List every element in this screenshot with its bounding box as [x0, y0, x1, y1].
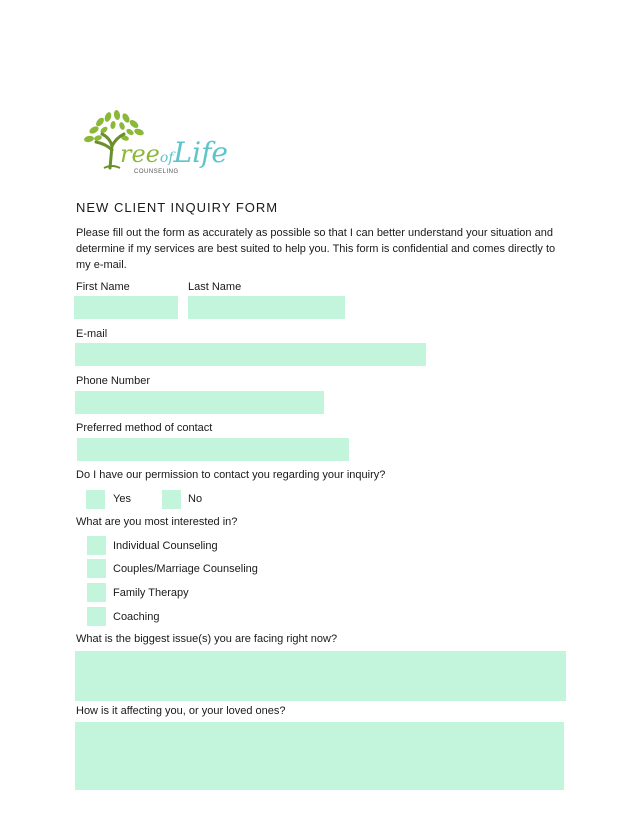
issue-textarea[interactable] [75, 651, 566, 701]
interest-individual-label: Individual Counseling [113, 540, 218, 552]
logo-tagline: COUNSELING [134, 169, 179, 175]
phone-input[interactable] [75, 391, 324, 414]
permission-no-checkbox[interactable] [162, 490, 181, 509]
interest-coaching-checkbox[interactable] [87, 607, 106, 626]
interest-individual-checkbox[interactable] [87, 536, 106, 555]
issue-question: What is the biggest issue(s) you are facing right now? [76, 633, 338, 645]
contact-method-input[interactable] [77, 438, 349, 461]
interest-couples-checkbox[interactable] [87, 559, 106, 578]
logo-brand [120, 136, 228, 169]
affect-question: How is it affecting you, or your loved ones? [76, 705, 286, 717]
logo-brand-of: of [159, 150, 174, 166]
logo-brand-part1: ree [120, 140, 160, 168]
last-name-label: Last Name [188, 281, 242, 293]
email-input[interactable] [75, 343, 426, 366]
logo [80, 108, 228, 180]
permission-question: Do I have our permission to contact you regarding your inquiry? [76, 469, 386, 481]
interest-couples-label: Couples/Marriage Counseling [113, 563, 258, 575]
permission-yes-checkbox[interactable] [86, 490, 105, 509]
last-name-input[interactable] [188, 296, 345, 319]
email-label: E-mail [76, 328, 108, 340]
form-title: NEW CLIENT INQUIRY FORM [76, 200, 279, 215]
affect-textarea[interactable] [75, 722, 564, 790]
logo-brand-part2: Life [173, 136, 228, 169]
interest-question: What are you most interested in? [76, 516, 238, 528]
first-name-label: First Name [76, 281, 130, 293]
first-name-input[interactable] [74, 296, 178, 319]
phone-label: Phone Number [76, 375, 150, 387]
permission-yes-label: Yes [113, 493, 131, 505]
interest-coaching-label: Coaching [113, 611, 160, 623]
contact-method-label: Preferred method of contact [76, 422, 213, 434]
interest-family-label: Family Therapy [113, 587, 189, 599]
interest-family-checkbox[interactable] [87, 583, 106, 602]
form-intro: Please fill out the form as accurately as possible so that I can better understand your situation and determine if my services are best suited to help you. This form is confidential and comes directly to my e-mail. [76, 227, 556, 271]
permission-no-label: No [188, 493, 203, 505]
